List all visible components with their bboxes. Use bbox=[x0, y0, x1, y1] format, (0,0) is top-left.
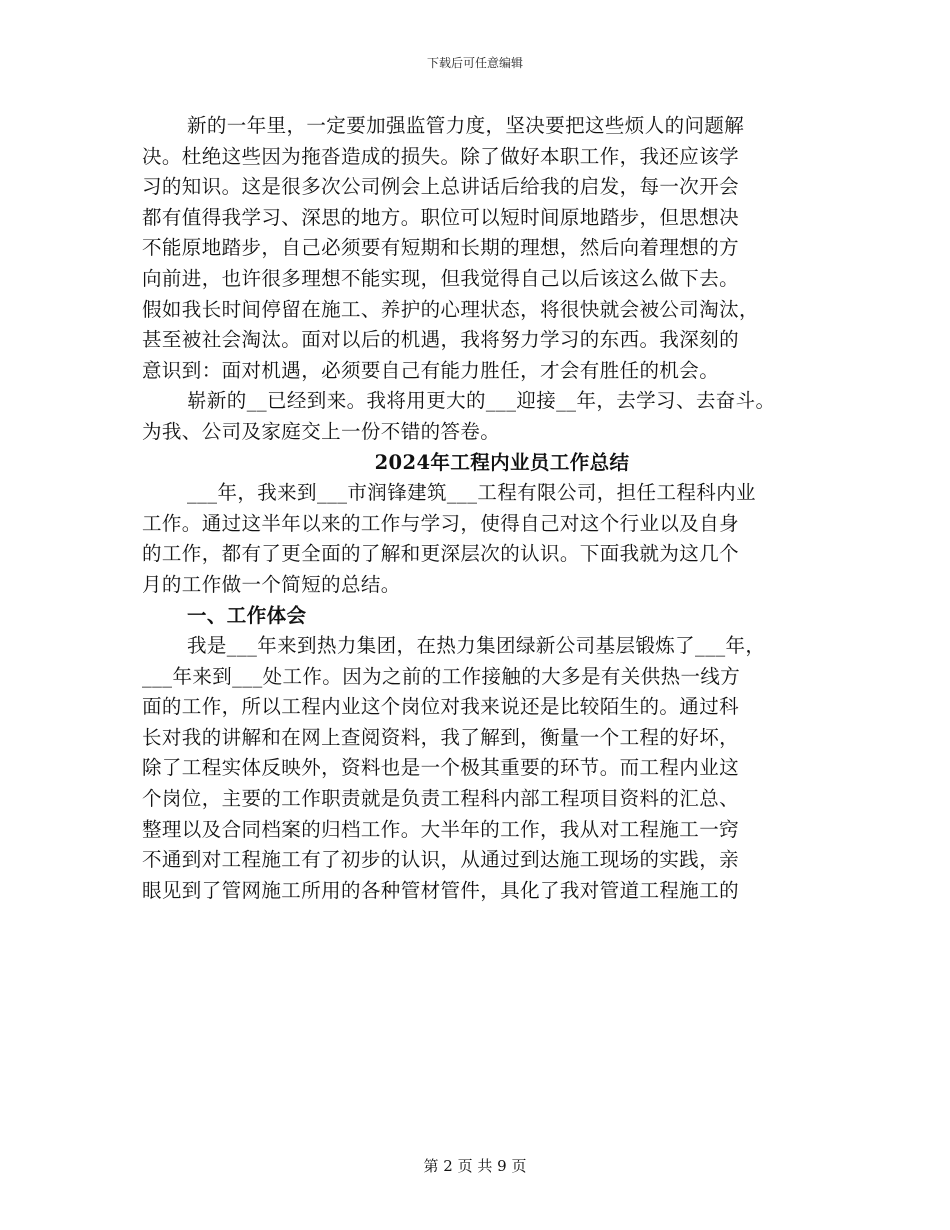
paragraph-line: 假如我长时间停留在施工、养护的心理状态，将很快就会被公司淘汰， bbox=[142, 297, 759, 321]
paragraph-line: 除了工程实体反映外，资料也是一个极其重要的环节。而工程内业这 bbox=[142, 756, 740, 780]
paragraph-line: 甚至被社会淘汰。面对以后的机遇，我将努力学习的东西。我深刻的 bbox=[142, 328, 740, 352]
document-body bbox=[142, 111, 822, 906]
paragraph-line: 不能原地踏步，自己必须要有短期和长期的理想，然后向着理想的方 bbox=[142, 236, 740, 260]
paragraph-line: 面的工作，所以工程内业这个岗位对我来说还是比较陌生的。通过科 bbox=[142, 695, 740, 719]
paragraph-line: 长对我的讲解和在网上查阅资料，我了解到，衡量一个工程的好坏， bbox=[142, 725, 740, 749]
paragraph-line: 眼见到了管网施工所用的各种管材管件，具化了我对管道工程施工的 bbox=[142, 878, 740, 902]
paragraph-line: 整理以及合同档案的归档工作。大半年的工作，我从对工程施工一窍 bbox=[142, 817, 740, 841]
subsection-heading: 一、工作体会 bbox=[187, 603, 307, 627]
paragraph-line: 向前进，也许很多理想不能实现，但我觉得自己以后该这么做下去。 bbox=[142, 266, 740, 290]
paragraph-line: 习的知识。这是很多次公司例会上总讲话后给我的启发，每一次开会 bbox=[142, 175, 740, 199]
section-title: 2024年工程内业员工作总结 bbox=[374, 450, 630, 474]
paragraph-line: 意识到：面对机遇，必须要自己有能力胜任，才会有胜任的机会。 bbox=[142, 358, 720, 382]
paragraph-line: 新的一年里，一定要加强监管力度，坚决要把这些烦人的问题解 bbox=[187, 114, 745, 137]
paragraph-line: 我是___年来到热力集团，在热力集团绿新公司基层锻炼了___年， bbox=[187, 634, 766, 658]
page-header: 下载后可任意编辑 bbox=[426, 56, 523, 70]
paragraph-line: 崭新的__已经到来。我将用更大的___迎接__年，去学习、去奋斗。 bbox=[187, 389, 776, 413]
paragraph-line: 为我、公司及家庭交上一份不错的答卷。 bbox=[142, 419, 501, 443]
paragraph-line: 不通到对工程施工有了初步的认识，从通过到达施工现场的实践，亲 bbox=[142, 848, 740, 872]
paragraph-line: 月的工作做一个简短的总结。 bbox=[142, 572, 401, 596]
paragraph-line: 工作。通过这半年以来的工作与学习，使得自己对这个行业以及自身 bbox=[142, 511, 740, 535]
paragraph-line: 个岗位，主要的工作职责就是负责工程科内部工程项目资料的汇总、 bbox=[142, 787, 740, 811]
paragraph-line: ___年，我来到___市润锋建筑___工程有限公司，担任工程科内业 bbox=[187, 481, 756, 505]
paragraph-line: 决。杜绝这些因为拖沓造成的损失。除了做好本职工作，我还应该学 bbox=[142, 144, 740, 168]
paragraph-line: ___年来到___处工作。因为之前的工作接触的大多是有关供热一线方 bbox=[142, 664, 741, 688]
page-footer: 第 2 页 共 9 页 bbox=[423, 1157, 527, 1175]
paragraph-line: 都有值得我学习、深思的地方。职位可以短时间原地踏步，但思想决 bbox=[142, 205, 740, 229]
paragraph-line: 的工作，都有了更全面的了解和更深层次的认识。下面我就为这几个 bbox=[142, 542, 740, 566]
